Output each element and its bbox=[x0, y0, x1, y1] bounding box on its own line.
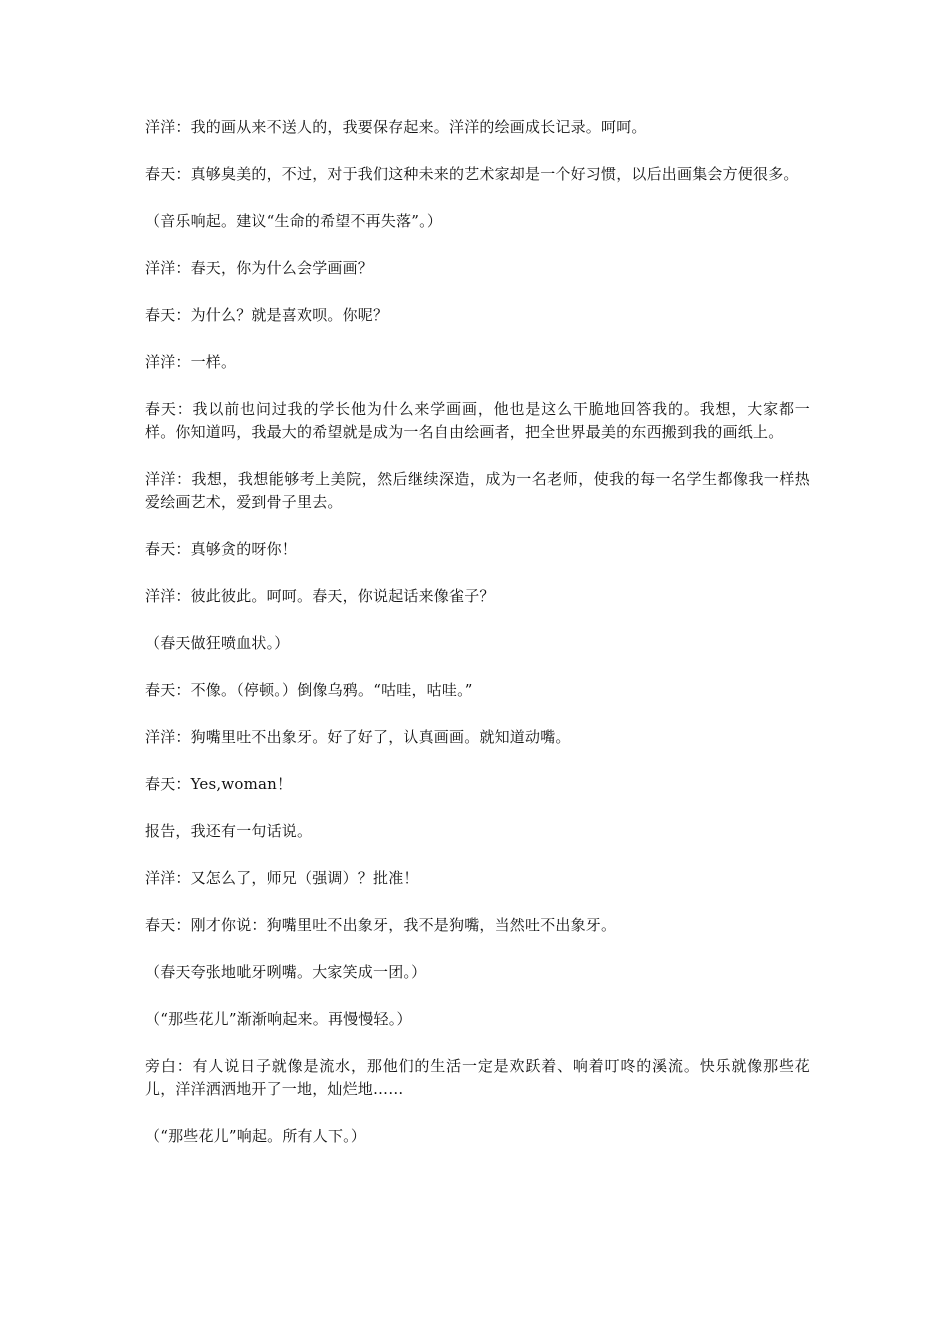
paragraph: 洋洋：我想，我想能够考上美院，然后继续深造，成为一名老师，使我的每一名学生都像我一样热爱绘画艺术，爱到骨子里去。 bbox=[145, 470, 810, 511]
paragraph: 春天：真够贪的呀你！ bbox=[145, 540, 298, 558]
paragraph: 春天：刚才你说：狗嘴里吐不出象牙，我不是狗嘴，当然吐不出象牙。 bbox=[145, 916, 617, 934]
paragraph: 春天：我以前也问过我的学长他为什么来学画画，他也是这么干脆地回答我的。我想，大家都一样。你知道吗，我最大的希望就是成为一名自由绘画者，把全世界最美的东西搬到我的画纸上。 bbox=[145, 400, 810, 441]
paragraph: 春天：为什么？就是喜欢呗。你呢？ bbox=[145, 306, 389, 324]
paragraph: （“那些花儿”响起。所有人下。） bbox=[145, 1127, 367, 1145]
paragraph: 报告，我还有一句话说。 bbox=[145, 822, 313, 840]
paragraph: （春天做狂喷血状。） bbox=[145, 634, 290, 652]
paragraph: 春天：不像。（停顿。）倒像乌鸦。“咕哇，咕哇。” bbox=[145, 681, 473, 699]
document-body bbox=[145, 116, 810, 1172]
paragraph: 春天：真够臭美的，不过，对于我们这种未来的艺术家却是一个好习惯，以后出画集会方便很多。 bbox=[145, 165, 799, 183]
paragraph: 洋洋：春天，你为什么会学画画？ bbox=[145, 259, 374, 277]
paragraph: 洋洋：狗嘴里吐不出象牙。好了好了，认真画画。就知道动嘴。 bbox=[145, 728, 571, 746]
paragraph: 洋洋：又怎么了，师兄（强调）？批准！ bbox=[145, 869, 419, 887]
paragraph: 洋洋：一样。 bbox=[145, 353, 237, 371]
paragraph: 洋洋：彼此彼此。呵呵。春天，你说起话来像雀子？ bbox=[145, 587, 495, 605]
paragraph: （“那些花儿”渐渐响起来。再慢慢轻。） bbox=[145, 1010, 412, 1028]
paragraph: （音乐响起。建议“生命的希望不再失落”。） bbox=[145, 212, 443, 230]
paragraph: 洋洋：我的画从来不送人的，我要保存起来。洋洋的绘画成长记录。呵呵。 bbox=[145, 118, 647, 136]
paragraph: （春天夸张地呲牙咧嘴。大家笑成一团。） bbox=[145, 963, 427, 981]
paragraph: 旁白：有人说日子就像是流水，那他们的生活一定是欢跃着、响着叮咚的溪流。快乐就像那些花儿，洋洋洒洒地开了一地，灿烂地…… bbox=[145, 1057, 810, 1098]
paragraph: 春天：Yes,woman！ bbox=[145, 775, 293, 793]
